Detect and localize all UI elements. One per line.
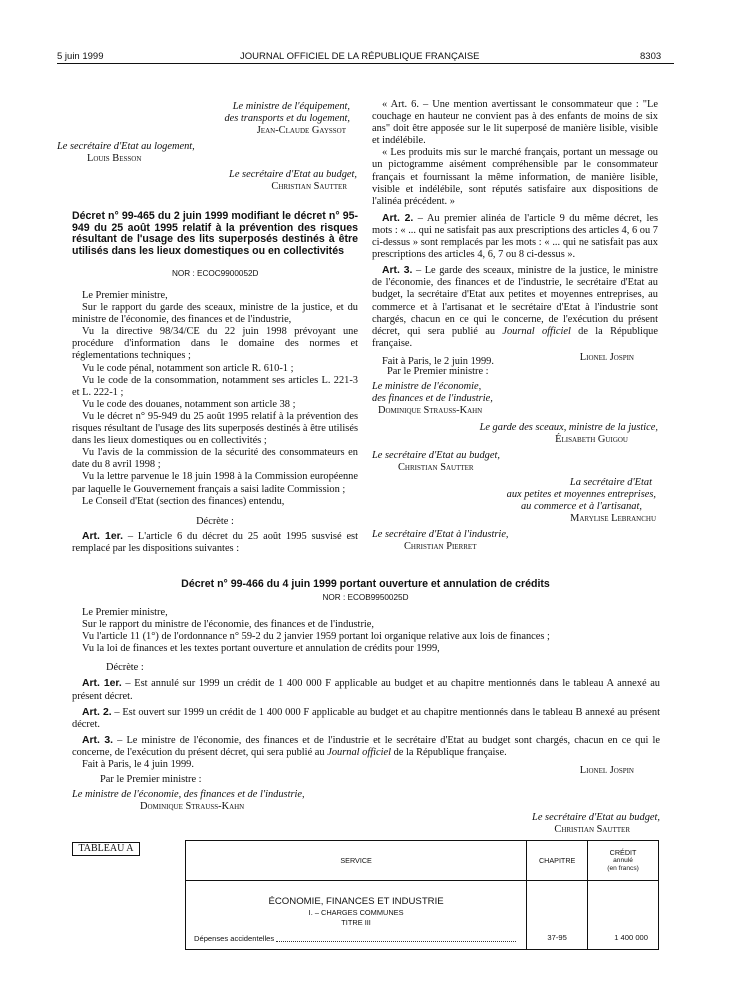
paragraph: Vu le décret n° 95-949 du 25 août 1995 relatif à la prévention des risques résultant de l'usage des lits superposés destinés à être utilisés dans les lieux domestiques ou en collectivités ;: [72, 410, 358, 447]
paragraph: Sur le rapport du ministre de l'économie, des finances et de l'industrie,: [82, 619, 375, 631]
paragraph: Vu l'article 11 (1°) de l'ordonnance n° 59-2 du 2 janvier 1959 portant loi organique relative aux lois de finances ;: [82, 631, 550, 643]
decree-1-right-column: [372, 99, 658, 368]
signature-logement-name: Louis Besson: [87, 153, 142, 164]
article-label: Art. 1er.: [82, 678, 122, 690]
paragraph: Vu le code des douanes, notamment son article 38 ;: [82, 398, 296, 410]
row-label: Dépenses accidentelles: [194, 933, 275, 943]
table-row: [186, 881, 659, 950]
article-1: [72, 678, 660, 702]
table-cell-credit: 1 400 000: [588, 881, 659, 950]
signature-eco-title-3: Le ministre de l'économie, des finances et de l'industrie,: [72, 789, 305, 800]
fait-a-paris: Fait à Paris, le 4 juin 1999.: [82, 759, 194, 771]
header-page-number: 8303: [640, 51, 662, 62]
header-journal-title: JOURNAL OFFICIEL DE LA RÉPUBLIQUE FRANÇAISE: [240, 51, 480, 62]
paragraph: Le Premier ministre,: [82, 607, 168, 618]
credit-header-line-3: (en francs): [607, 864, 639, 872]
article-label: Art. 3.: [82, 734, 113, 746]
decree-2-nor: NOR : ECOB9950025D: [322, 593, 409, 602]
signature-eco-title-2: des finances et de l'industrie,: [372, 393, 493, 404]
par-premier-ministre: Par le Premier ministre :: [387, 366, 489, 377]
signature-budget-title-2: Le secrétaire d'Etat au budget,: [372, 450, 500, 461]
signature-industrie-name: Christian Pierret: [404, 541, 477, 552]
decrete-label: Décrète :: [106, 662, 144, 674]
paragraph: Vu la lettre parvenue le 18 juin 1998 à la Commission européenne par laquelle le Gouvernement français a saisi ladite Commission ;: [72, 471, 358, 495]
article-3: [72, 735, 660, 759]
decree-1-title: Décret n° 99-465 du 2 juin 1999 modifiant le décret n° 95-949 du 25 août 1995 relatif à la prévention des risques résultant de l'usage des lits superposés destinés à être utilisés dans les lieux domestiques ou en collectivités: [72, 210, 358, 257]
signature-pme-title-2: aux petites et moyennes entreprises,: [506, 489, 656, 500]
column-header-credit: [588, 841, 659, 881]
credit-table: [185, 840, 659, 950]
article-6-quote-2: « Les produits mis sur le marché français, portant un message ou un pictogramme aisément compréhensible par le consommateur français et fournissant la même information, de manière lisible, visible et indélébile, sont réputés satisfaire aux dispositions de l'alinéa précédent. »: [372, 147, 658, 207]
paragraph: Vu le code de la consommation, notamment ses articles L. 221-3 et L. 222-1 ;: [72, 374, 358, 398]
signature-budget-name: Christian Sautter: [271, 181, 347, 192]
article-label: Art. 3.: [382, 265, 413, 277]
signature-pme-title-1: La secrétaire d'Etat: [569, 477, 652, 488]
decree-1-nor: NOR : ECOC9900052D: [172, 269, 259, 278]
signature-eco-title-1: Le ministre de l'économie,: [372, 381, 482, 392]
signature-eco-name: Dominique Strauss-Kahn: [378, 405, 483, 416]
dot-leader: [276, 933, 516, 942]
ministry-heading: ÉCONOMIE, FINANCES ET INDUSTRIE: [268, 896, 444, 907]
table-cell-chapitre: 37-95: [527, 881, 588, 950]
signature-pme-title-3: au commerce et à l'artisanat,: [520, 501, 642, 512]
column-header-service: SERVICE: [186, 841, 527, 881]
article-text-end: de la République française.: [390, 746, 507, 758]
article-text: – Au premier alinéa de l'article 9 du même décret, les mots : « ... qui ne satisfait pas aux prescriptions des articles 4, 6 ou 7 ci-dessus » sont remplacés par les mots : « ... qui ne satisfait pas aux prescriptions des articles 4, 6, 7 ou 8 ci-dessus ».: [372, 212, 658, 261]
signature-budget-title-3: Le secrétaire d'Etat au budget,: [532, 812, 660, 823]
article-label: Art. 2.: [82, 706, 112, 718]
signature-budget-title: Le secrétaire d'Etat au budget,: [229, 169, 357, 180]
article-text: – Est annulé sur 1999 un crédit de 1 400 000 F applicable au budget et au chapitre mentionnés dans le tableau A annexé au présent décret.: [72, 678, 661, 702]
section-heading: I. – CHARGES COMMUNES: [308, 908, 404, 917]
titre-heading: TITRE III: [341, 917, 371, 927]
article-text: – Le garde des sceaux, ministre de la justice, le ministre de l'économie, des finances et de l'industrie, le secrétaire d'Etat au budget, la secrétaire d'Etat aux petites et moyennes entreprises, au commerce et à l'artisanat et le secrétaire d'Etat à l'industrie sont chargés, chacun en ce qui le concerne, de l'exécution du présent décret, qui sera publié au: [372, 265, 659, 337]
signature-pm-name: Lionel Jospin: [579, 352, 634, 363]
decree-1-body: [72, 290, 358, 555]
table-header-row: [186, 841, 659, 881]
paragraph: Vu la loi de finances et les textes portant ouverture et annulation de crédits pour 1999,: [82, 643, 440, 655]
paragraph: Vu le code pénal, notamment son article R. 610-1 ;: [82, 362, 294, 374]
article-text: – Est ouvert sur 1999 un crédit de 1 400 000 F applicable au budget et au chapitre mentionnés dans le tableau B annexé au présent décret.: [72, 706, 660, 730]
decrete-label: Décrète :: [196, 515, 234, 527]
article-1: [72, 531, 358, 555]
signature-logement-title: Le secrétaire d'Etat au logement,: [57, 141, 195, 152]
fait-a-paris: Fait à Paris, le 2 juin 1999.: [382, 355, 494, 367]
signature-industrie-title: Le secrétaire d'Etat à l'industrie,: [372, 529, 509, 540]
credit-header-line-2: annulé: [613, 856, 633, 864]
article-text-end: de la République française.: [372, 325, 658, 349]
signature-equipement-name: Jean-Claude Gayssot: [256, 125, 346, 136]
article-label: Art. 1er.: [82, 530, 123, 542]
header-rule: [57, 63, 674, 64]
article-6-quote: « Art. 6. – Une mention avertissant le consommateur que : "Le couchage en hauteur ne convient pas à des enfants de moins de six ans" doit être apposée sur le lit superposé de manière lisible, visible et indélébile.: [372, 99, 658, 147]
credit-header-line-1: CRÉDIT: [609, 847, 637, 857]
par-premier-ministre-2: Par le Premier ministre :: [100, 774, 202, 785]
paragraph: Le Conseil d'Etat (section des finances) entendu,: [82, 495, 285, 507]
journal-officiel-ref: Journal officiel: [502, 325, 571, 337]
paragraph: Vu l'avis de la commission de la sécurité des consommateurs en date du 8 avril 1998 ;: [72, 447, 358, 471]
paragraph: Vu la directive 98/34/CE du 22 juin 1998 prévoyant une procédure d'information dans le domaine des normes et réglementations techniques ;: [72, 326, 358, 362]
column-header-chapitre: CHAPITRE: [527, 841, 588, 881]
decree-2-title: Décret n° 99-466 du 4 juin 1999 portant ouverture et annulation de crédits: [181, 578, 550, 590]
paragraph: Sur le rapport du garde des sceaux, ministre de la justice, et du ministre de l'économie, des finances et de l'industrie,: [72, 302, 358, 326]
signature-budget-name-2: Christian Sautter: [398, 462, 474, 473]
signature-pme-name: Marylise Lebranchu: [570, 513, 656, 524]
article-text: – Le ministre de l'économie, des finances et de l'industrie et le secrétaire d'Etat au budget sont chargés, chacun en ce qui le concerne, de l'exécution du présent décret, qui sera publié au: [72, 734, 660, 758]
signature-equipement-title-1: Le ministre de l'équipement,: [232, 101, 350, 112]
journal-officiel-ref: Journal officiel: [327, 746, 391, 758]
row-label-line: [194, 933, 518, 945]
signature-budget-name-3: Christian Sautter: [554, 824, 630, 835]
signature-pm-name-2: Lionel Jospin: [579, 765, 634, 776]
article-2: [372, 213, 658, 261]
header-date: 5 juin 1999: [57, 51, 104, 62]
signature-justice-name: Élisabeth Guigou: [555, 434, 628, 445]
article-text: – L'article 6 du décret du 25 août 1995 susvisé est remplacé par les dispositions suivantes :: [72, 530, 358, 554]
tableau-label: TABLEAU A: [72, 842, 140, 856]
table-cell-service: [186, 881, 527, 950]
article-label: Art. 2.: [382, 212, 414, 224]
decree-2-body: [72, 607, 660, 771]
article-2: [72, 707, 660, 731]
signature-equipement-title-2: des transports et du logement,: [224, 113, 350, 124]
signature-justice-title: Le garde des sceaux, ministre de la justice,: [479, 422, 658, 433]
signature-eco-name-3: Dominique Strauss-Kahn: [140, 801, 245, 812]
paragraph: Le Premier ministre,: [82, 290, 168, 301]
article-3: [372, 265, 658, 350]
